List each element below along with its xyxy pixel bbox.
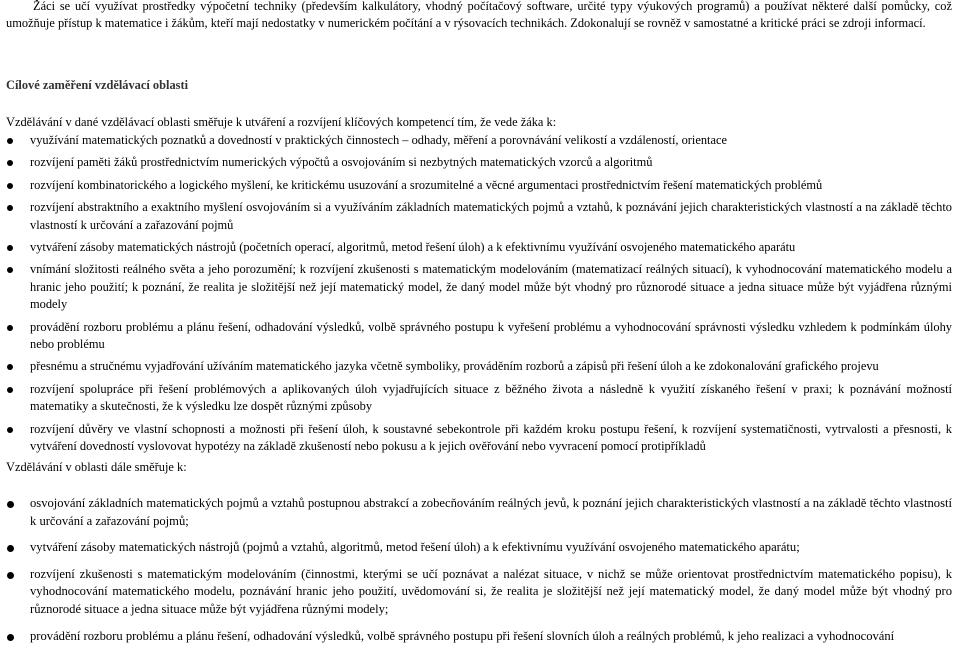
bullet-icon xyxy=(7,387,13,393)
bullet-icon xyxy=(7,325,13,331)
list-item-text: provádění rozboru problému a plánu řešení, odhadování výsledků, volbě správného postupu při řešení slovních úloh a reálných problémů, k jeho realizaci a vyhodnocování xyxy=(30,628,895,643)
bullet-icon xyxy=(7,634,14,641)
list-item-text: rozvíjení zkušenosti s matematickým modelováním (činnostmi, kterými se učí poznávat a nalézat situace, v nichž se může orientovat prostřednictvím matematického popisu), k vyhodnocování matematického modelu, poznávání hranic jeho použití, uvědomování si, že realita je složitější než její matematický model, že daný model může být vhodný pro různorodé situace a jedna situace může být vyjádřena různými modely; xyxy=(30,566,952,616)
lead-paragraph: Vzdělávání v dané vzdělávací oblasti směřuje k utváření a rozvíjení klíčových kompetencí tím, že vede žáka k: xyxy=(6,115,557,129)
list-item-text: vytváření zásoby matematických nástrojů (početních operací, algoritmů, metod řešení úloh) a k efektivnímu využívání osvojeného matematického aparátu xyxy=(30,240,796,255)
bullet-icon xyxy=(7,267,13,273)
bullet-icon xyxy=(7,427,13,433)
list-item-text: provádění rozboru problému a plánu řešení, odhadování výsledků, volbě správného postupu k vyřešení problému a vyhodnocování správnosti výsledku vzhledem k podmínkám úlohy nebo problému xyxy=(30,319,952,352)
list-item xyxy=(0,495,952,530)
list-item xyxy=(0,539,952,557)
list-item-text: přesnému a stručnému vyjadřování užíváním matematického jazyka včetně symboliky, prováděním rozborů a zápisů při řešení úloh a ke zdokonalování grafického projevu xyxy=(30,359,879,374)
list-item-text: rozvíjení důvěry ve vlastní schopnosti a možnosti při řešení úloh, k soustavné sebekontrole při každém kroku postupu řešení, k rozvíjení systematičnosti, vytrvalosti a přesnosti, k vytváření dovedností vyslovovat hypotézy na základě zkušeností nebo pokusu a k jejich ověřování nebo vyvracení pomocí protipříkladů xyxy=(30,421,952,454)
list-item xyxy=(0,154,952,171)
list-item-text: rozvíjení paměti žáků prostřednictvím numerických výpočtů a osvojováním si nezbytných matematických vzorců a algoritmů xyxy=(30,155,653,170)
bullet-icon xyxy=(7,183,13,189)
bullet-icon xyxy=(7,545,14,552)
competency-list xyxy=(0,132,952,461)
bullet-icon xyxy=(7,205,13,211)
list-item-text: vnímání složitosti reálného světa a jeho porozumění; k rozvíjení zkušenosti s matematickým modelováním (matematizací reálných situací), k vyhodnocování matematického modelu a hranic jeho použití; k poznání, že realita je složitější než její matematický model, že daný model může být vhodný pro různorodé situace a jedna situace může být vyjádřena různými modely xyxy=(30,262,952,312)
bullet-icon xyxy=(7,501,14,508)
bullet-icon xyxy=(7,138,13,144)
list-item-text: vytváření zásoby matematických nástrojů (pojmů a vztahů, algoritmů, metod řešení úloh) a k efektivnímu využívání osvojeného matematického aparátu; xyxy=(30,540,800,555)
list-item xyxy=(0,628,952,646)
list-item xyxy=(0,421,952,456)
bullet-icon xyxy=(7,160,13,166)
list-item xyxy=(0,199,952,234)
list-item-text: osvojování základních matematických pojmů a vztahů postupnou abstrakcí a zobecňováním reálných jevů, k poznání jejich charakteristických vlastností a na základě těchto vlastností k určování a zařazování pojmů; xyxy=(30,496,952,528)
intro-paragraph: Žáci se učí využívat prostředky výpočetní techniky (především kalkulátory, vhodný počítačový software, určité typy výukových programů) a používat některé další pomůcky, což umožňuje přístup k matematice i žákům, kteří mají nedostatky v numerickém počítání a v rýsovacích technikách. Zdokonalují se rovněž v samostatné a kritické práci se zdroji informací. xyxy=(6,0,952,31)
bullet-icon xyxy=(7,245,13,251)
list-item xyxy=(0,381,952,416)
list-item xyxy=(0,177,952,194)
list-item xyxy=(0,319,952,354)
list-item xyxy=(0,132,952,149)
list-item xyxy=(0,261,952,313)
section-heading: Cílové zaměření vzdělávací oblasti xyxy=(6,78,189,92)
bullet-icon xyxy=(7,364,13,370)
bullet-icon xyxy=(7,572,14,579)
list-item-text: rozvíjení abstraktního a exaktního myšlení osvojováním si a využíváním základních matematických pojmů a vztahů, k poznávání jejich charakteristických vlastností a na základě těchto vlastností k určování a zařazování pojmů xyxy=(30,200,952,232)
list-item-text: rozvíjení spolupráce při řešení problémových a aplikovaných úloh vyjadřujících situace z běžného života a následně k využití získaného řešení v praxi; k poznávání možností matematiky a skutečnosti, že k výsledku lze dospět různými způsoby xyxy=(30,381,952,414)
further-goals-list xyxy=(0,495,952,654)
list-item xyxy=(0,239,952,256)
list-item xyxy=(0,358,952,375)
list-item-text: využívání matematických poznatků a dovedností v praktických činnostech – odhady, měření a porovnávání velikostí a vzdáleností, orientace xyxy=(30,133,727,147)
list-item xyxy=(0,566,952,619)
lead-paragraph-2: Vzdělávání v oblasti dále směřuje k: xyxy=(6,460,187,474)
list-item-text: rozvíjení kombinatorického a logického myšlení, ke kritickému usuzování a srozumitelné a věcné argumentaci prostřednictvím řešení matematických problémů xyxy=(30,177,823,192)
